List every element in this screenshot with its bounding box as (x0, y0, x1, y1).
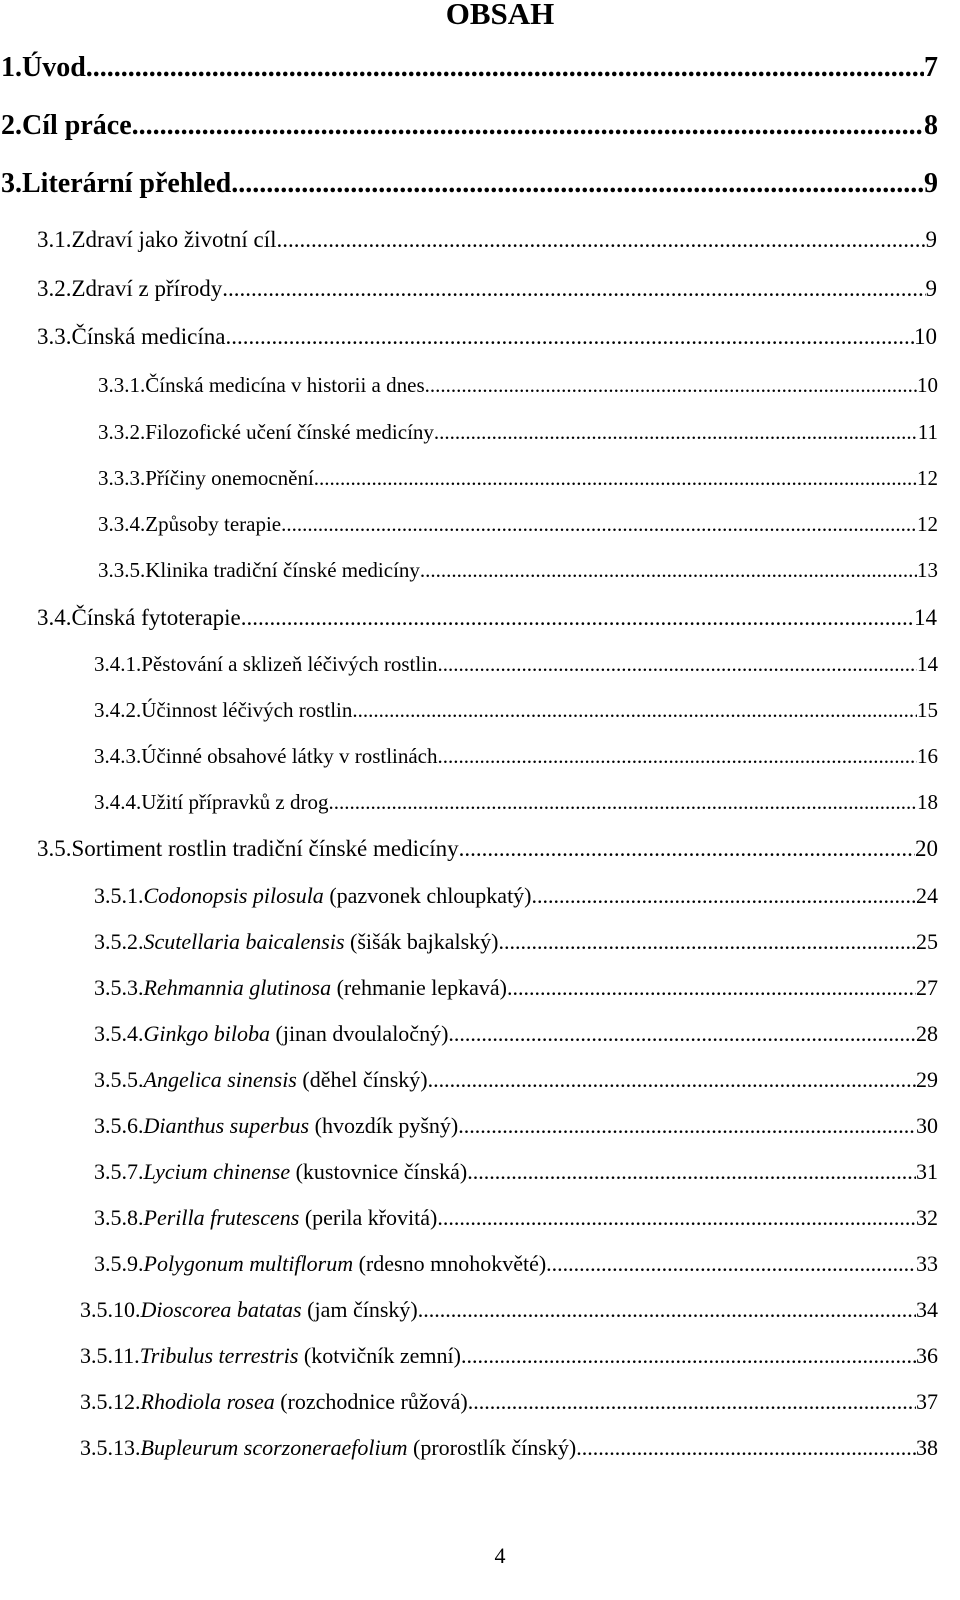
common-name: (rehmanie lepkavá) (336, 975, 508, 1000)
toc-entry[interactable] (80, 1297, 938, 1323)
toc-entry-title (144, 1067, 428, 1093)
latin-name: Polygonum multiflorum (143, 1251, 354, 1276)
toc-entry-page: 24 (916, 883, 938, 908)
toc-entry-number: 3.4.1. (94, 652, 142, 676)
toc-entry-title (144, 1159, 468, 1185)
toc-entry-number: 3.3.5. (98, 558, 146, 582)
toc-leader-dots (458, 1113, 916, 1139)
toc-entry-title: Čínská fytoterapie (71, 605, 241, 630)
page-number: 4 (494, 1543, 506, 1568)
toc-entry[interactable] (98, 373, 938, 398)
latin-name: Dianthus superbus (143, 1113, 310, 1138)
latin-name: Rhodiola rosea (140, 1389, 275, 1414)
toc-entry[interactable] (94, 929, 938, 955)
latin-name: Tribulus terrestris (139, 1343, 299, 1368)
toc-entry-title (144, 1251, 547, 1277)
toc-leader-dots (434, 420, 918, 445)
common-name: (jam čínský) (307, 1297, 418, 1322)
toc-leader-dots (328, 790, 917, 815)
toc-leader-dots (532, 883, 916, 909)
toc-leader-dots (420, 558, 917, 583)
toc-entry[interactable] (80, 1343, 938, 1369)
toc-leader-dots (459, 836, 915, 862)
toc-entry-page: 18 (917, 790, 938, 814)
toc-entry[interactable] (94, 1251, 938, 1277)
toc-entry-title: Příčiny onemocnění (145, 466, 314, 490)
toc-entry[interactable] (37, 605, 937, 631)
toc-entry-page: 8 (924, 110, 938, 141)
toc-entry[interactable] (37, 324, 937, 350)
toc-leader-dots (428, 1067, 916, 1093)
toc-leader-dots (448, 1021, 916, 1047)
toc-entry-number: 3.5.10. (80, 1297, 141, 1322)
latin-name: Lycium chinense (143, 1159, 291, 1184)
toc-entry-number: 3.5.1. (94, 883, 144, 908)
toc-leader-dots (437, 1205, 916, 1231)
toc-entry-page: 10 (914, 324, 937, 349)
common-name: (rozchodnice růžová) (280, 1389, 468, 1414)
toc-entry-number: 3.5. (37, 836, 72, 861)
toc-entry-title: Literární přehled (22, 168, 232, 199)
toc-entry-number: 3.5.6. (94, 1113, 144, 1138)
toc-entry-number: 3.5.2. (94, 929, 144, 954)
toc-leader-dots (231, 168, 924, 200)
toc-entry-number: 3.1. (37, 227, 72, 252)
toc-entry-number: 3.5.9. (94, 1251, 144, 1276)
toc-entry-number: 1. (1, 52, 22, 83)
toc-entry[interactable] (80, 1435, 938, 1461)
toc-entry-page: 20 (915, 836, 938, 861)
toc-entry-title: Účinnost léčivých rostlin (141, 698, 353, 722)
latin-name: Dioscorea batatas (140, 1297, 302, 1322)
toc-entry-number: 3.5.11. (80, 1343, 140, 1368)
common-name: (jinan dvoulaločný) (275, 1021, 449, 1046)
toc-entry-title (144, 1205, 438, 1231)
common-name: (kotvičník zemní) (303, 1343, 461, 1368)
toc-entry-page: 11 (917, 420, 938, 444)
toc-entry-number: 3.4.4. (94, 790, 142, 814)
toc-entry-title: Zdraví jako životní cíl (71, 227, 277, 252)
toc-entry-page: 9 (925, 276, 937, 301)
toc-entry-number: 3.5.12. (80, 1389, 141, 1414)
toc-entry-page: 37 (916, 1389, 938, 1414)
toc-leader-dots (461, 1343, 916, 1369)
toc-entry-number: 3.3.4. (98, 512, 146, 536)
toc-entry-number: 3.3.3. (98, 466, 146, 490)
latin-name: Angelica sinensis (143, 1067, 297, 1092)
toc-entry[interactable] (98, 466, 938, 491)
latin-name: Perilla frutescens (143, 1205, 300, 1230)
toc-entry-page: 29 (916, 1067, 938, 1092)
toc-entry[interactable] (98, 420, 938, 445)
toc-entry-title: Zdraví z přírody (71, 276, 223, 301)
toc-entry-page: 38 (916, 1435, 938, 1460)
toc-entry-number: 3.5.4. (94, 1021, 144, 1046)
toc-entry-page: 25 (916, 929, 938, 954)
toc-leader-dots (225, 324, 914, 350)
toc-entry-number: 3.5.3. (94, 975, 144, 1000)
toc-entry-page: 12 (917, 512, 938, 536)
common-name: (perila křovitá) (304, 1205, 438, 1230)
toc-entry[interactable] (1, 52, 938, 84)
toc-entry-number: 3.2. (37, 276, 72, 301)
latin-name: Bupleurum scorzoneraefolium (140, 1435, 408, 1460)
toc-entry-number: 3.3.2. (98, 420, 146, 444)
toc-entry[interactable] (94, 698, 938, 723)
toc-entry-title (141, 1435, 577, 1461)
toc-entry[interactable] (94, 1159, 938, 1185)
common-name: (prorostlík čínský) (413, 1435, 577, 1460)
toc-entry-title (140, 1343, 461, 1369)
toc-entry[interactable] (94, 790, 938, 815)
toc-entry-page: 9 (925, 227, 937, 252)
toc-entry-number: 3.5.13. (80, 1435, 141, 1460)
toc-entry-page: 16 (917, 744, 938, 768)
toc-entry-page: 15 (917, 698, 938, 722)
toc-leader-dots (467, 1159, 916, 1185)
common-name: (šišák bajkalský) (350, 929, 499, 954)
toc-entry-number: 3.4.2. (94, 698, 142, 722)
latin-name: Rehmannia glutinosa (143, 975, 332, 1000)
toc-entry[interactable] (98, 558, 938, 583)
toc-entry[interactable] (37, 276, 937, 302)
toc-leader-dots (468, 1389, 916, 1415)
toc-entry[interactable] (94, 883, 938, 909)
toc-entry-number: 3.4. (37, 605, 72, 630)
toc-leader-dots (438, 652, 917, 677)
toc-entry[interactable] (80, 1389, 938, 1415)
toc-entry-number: 3.3.1. (98, 373, 146, 397)
toc-leader-dots (277, 227, 926, 253)
toc-entry[interactable] (94, 744, 938, 769)
toc-entry[interactable] (94, 975, 938, 1001)
latin-name: Codonopsis pilosula (143, 883, 324, 908)
toc-entry[interactable] (94, 1021, 938, 1047)
toc-entry-number: 2. (1, 110, 22, 141)
toc-entry-page: 36 (916, 1343, 938, 1368)
toc-leader-dots (314, 466, 917, 491)
toc-entry-title (144, 1021, 449, 1047)
toc-leader-dots (86, 52, 924, 84)
toc-entry-page: 9 (924, 168, 938, 199)
latin-name: Ginkgo biloba (143, 1021, 270, 1046)
toc-entry-number: 3.5.5. (94, 1067, 144, 1092)
toc-entry-title (144, 883, 532, 909)
toc-entry[interactable] (1, 168, 938, 200)
toc-entry-title: Úvod (22, 52, 86, 83)
toc-entry[interactable] (1, 110, 938, 142)
toc-leader-dots (425, 373, 917, 398)
toc-entry-page: 12 (917, 466, 938, 490)
toc-leader-dots (418, 1297, 916, 1323)
toc-entry-page: 31 (916, 1159, 938, 1184)
toc-entry-page: 28 (916, 1021, 938, 1046)
toc-leader-dots (546, 1251, 916, 1277)
toc-entry[interactable] (98, 512, 938, 537)
toc-leader-dots (241, 605, 914, 631)
toc-leader-dots (576, 1435, 916, 1461)
toc-entry-page: 33 (916, 1251, 938, 1276)
toc-entry[interactable] (94, 652, 938, 677)
toc-entry-title: Čínská medicína (71, 324, 226, 349)
toc-entry[interactable] (37, 836, 938, 862)
toc-entry-number: 3.5.8. (94, 1205, 144, 1230)
toc-entry-page: 27 (916, 975, 938, 1000)
toc-entry-title: Klinika tradiční čínské medicíny (145, 558, 420, 582)
toc-entry-page: 14 (914, 605, 937, 630)
common-name: (kustovnice čínská) (295, 1159, 468, 1184)
toc-entry-page: 10 (917, 373, 938, 397)
toc-entry-title (141, 1389, 468, 1415)
toc-entry-page: 32 (916, 1205, 938, 1230)
toc-entry-title: Čínská medicína v historii a dnes (145, 373, 425, 397)
toc-entry-page: 14 (917, 652, 938, 676)
toc-entry-title (141, 1297, 418, 1323)
toc-entry-number: 3. (1, 168, 22, 199)
toc-leader-dots (352, 698, 917, 723)
toc-leader-dots (438, 744, 917, 769)
toc-entry-page: 7 (924, 52, 938, 83)
common-name: (děhel čínský) (302, 1067, 428, 1092)
toc-leader-dots (281, 512, 917, 537)
toc-entry-title: Pěstování a sklizeň léčivých rostlin (141, 652, 438, 676)
toc-entry-title (144, 929, 499, 955)
toc-leader-dots (499, 929, 917, 955)
toc-entry[interactable] (94, 1205, 938, 1231)
toc-entry-page: 34 (916, 1297, 938, 1322)
common-name: (pazvonek chloupkatý) (329, 883, 532, 908)
toc-entry-title: Sortiment rostlin tradiční čínské medicíny (71, 836, 459, 861)
toc-entry-title: Cíl práce (22, 110, 132, 141)
toc-entry-number: 3.3. (37, 324, 72, 349)
toc-entry-title (144, 975, 508, 1001)
page-title: OBSAH (445, 0, 555, 31)
toc-entry-title (144, 1113, 459, 1139)
common-name: (rdesno mnohokvěté) (358, 1251, 547, 1276)
toc-entry-title: Užití přípravků z drog (141, 790, 329, 814)
toc-entry-number: 3.5.7. (94, 1159, 144, 1184)
toc-entry-page: 13 (917, 558, 938, 582)
toc-entry[interactable] (94, 1067, 938, 1093)
common-name: (hvozdík pyšný) (314, 1113, 459, 1138)
toc-leader-dots (222, 276, 925, 302)
toc-entry[interactable] (37, 227, 937, 253)
toc-leader-dots (132, 110, 924, 142)
toc-entry-title: Způsoby terapie (145, 512, 282, 536)
toc-leader-dots (507, 975, 916, 1001)
latin-name: Scutellaria baicalensis (143, 929, 345, 954)
toc-entry-title: Účinné obsahové látky v rostlinách (141, 744, 438, 768)
toc-entry[interactable] (94, 1113, 938, 1139)
toc-entry-title: Filozofické učení čínské medicíny (145, 420, 434, 444)
toc-entry-page: 30 (916, 1113, 938, 1138)
toc-entry-number: 3.4.3. (94, 744, 142, 768)
